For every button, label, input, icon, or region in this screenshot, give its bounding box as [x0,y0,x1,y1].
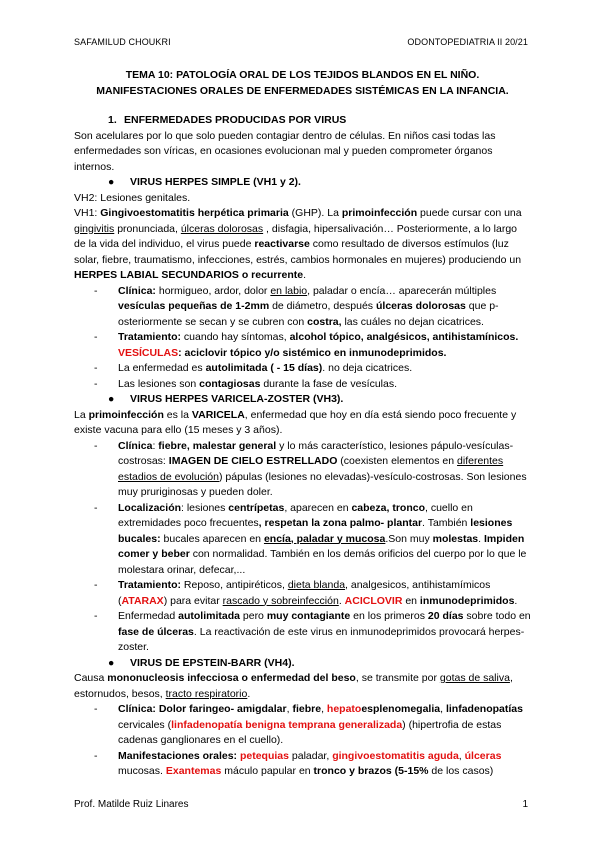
vh1-heading-text: VIRUS HERPES SIMPLE (VH1 y 2). [130,176,301,188]
page-number: 1 [522,799,528,810]
vh3-tratamiento: - Tratamiento: Reposo, antipiréticos, dieta blanda, analgesicos, antihistamímicos (ATARAX) para evitar rascado y sobreinfección. ACICLOVIR en inmunodeprimidos. [94,578,531,609]
vh3-enfermedad: - Enfermedad autolimitada pero muy contagiante en los primeros 20 días sobre todo en fase de úlceras. La reactivación de este virus en inmunodeprimidos provocará herpes-zoster. [94,609,531,656]
vh2-line: VH2: Lesiones genitales. [74,191,191,204]
vh3-localizacion: - Localización: lesiones centrípetas, aparecen en cabeza, tronco, cuello en extremidades poco frecuentes, respetan la zona palmo- plantar. También lesiones bucales: bucales aparecen en encía, paladar y mucosa.Son muy molestas. Impiden comer y beber con normalidad. También en los demás orificios del cuerpo por lo que le molestara orinar, defecar,... [94,501,531,579]
document-body [74,68,531,780]
vh1-tratamiento: - Tratamiento: cuando hay síntomas, alcohol tópico, analgésicos, antihistamínicos. VESÍCULAS: aciclovir tópico y/o sistémico en inmunodeprimidos. [94,330,531,361]
vh1-autolimitada: - La enfermedad es autolimitada ( - 15 días). no deja cicatrices. [94,361,531,377]
section-number: 1. [108,114,117,126]
bullet-icon: ● [108,393,115,405]
document-title [74,68,531,99]
header-author: SAFAMILUD CHOUKRI [74,37,171,47]
vh3-clinica: - Clínica: fiebre, malestar general y lo más característico, lesiones pápulo-vesículas-costrosas: IMAGEN DE CIELO ESTRELLADO (coexisten elementos en diferentes estadios de evolución) pápulas (lesiones no elevadas)-vesículo-costrosas. Son lesiones muy pruriginosas y pueden doler. [94,439,531,501]
vh3-paragraph: La primoinfección es la VARICELA, enfermedad que hoy en día está siendo poco frecuente y existe vacuna para ello (15 meses y 3 años). [74,408,517,436]
vh4-list [94,702,531,780]
footer-professor: Prof. Matilde Ruiz Linares [74,799,189,810]
vh4-heading-text: VIRUS DE EPSTEIN-BARR (VH4). [130,656,295,669]
vh4-manifestaciones: - Manifestaciones orales: petequias paladar, gingivoestomatitis aguda, úlceras mucosas. Exantemas máculo papular en tronco y brazos (5-15% de los casos) [94,749,531,780]
vh4-paragraph: Causa mononucleosis infecciosa o enfermedad del beso, se transmite por gotas de saliva, estornudos, besos, tracto respiratorio. [74,672,513,700]
vh4-clinica: - Clínica: Dolor faringeo- amigdalar, fiebre, hepatoesplenomegalia, linfadenopatías cervicales (linfadenopatía benigna temprana generalizada) (hipertrofia de estas cadenas ganglionares en el cuello). [94,702,531,749]
title-line-1: TEMA 10: PATOLOGÍA ORAL DE LOS TEJIDOS BLANDOS EN EL NIÑO. [125,69,480,81]
bullet-icon: ● [108,176,115,188]
bullet-icon: ● [108,656,115,669]
vh3-heading [108,392,531,408]
vh1-clinica: - Clínica: hormigueo, ardor, dolor en labio, paladar o encía… aparecerán múltiples vesículas pequeñas de 1-2mm de diámetro, después úlceras dolorosas que p-osteriormente se secan y se cubren con costra, las cuáles no dejan cicatrices. [94,284,531,331]
title-line-2: MANIFESTACIONES ORALES DE ENFERMEDADES SISTÉMICAS EN LA INFANCIA. [96,84,509,97]
vh1-paragraph: VH1: Gingivoestomatitis herpética primaria (GHP). La primoinfección puede cursar con una gingivitis pronunciada, úlceras dolorosas , disfagia, hipersalivación… Posteriormente, a lo largo de la vida del individuo, el virus puede reactivarse como resultado de diversos estímulos (luz solar, fiebre, traumatismo, infecciones, estrés, cambios hormonales en mujeres) produciendo un HERPES LABIAL SECUNDARIOS o recurrente. [74,207,522,281]
section-title: ENFERMEDADES PRODUCIDAS POR VIRUS [124,114,347,126]
vh1-heading [108,175,531,191]
section-intro: Son acelulares por lo que solo pueden contagiar dentro de células. En niños casi todas las enfermedades son víricas, en ocasiones evolucionan mal y pueden comprometer órganos internos. [74,129,496,173]
vh3-heading-text: VIRUS HERPES VARICELA-ZOSTER (VH3). [130,393,344,405]
vh1-list [94,284,531,393]
vh1-contagiosas: - Las lesiones son contagiosas durante la fase de vesículas. [94,377,531,393]
vh4-heading [108,656,531,672]
header-course: ODONTOPEDIATRIA II 20/21 [407,37,528,47]
vh3-list [94,439,531,656]
section-heading [108,113,531,129]
